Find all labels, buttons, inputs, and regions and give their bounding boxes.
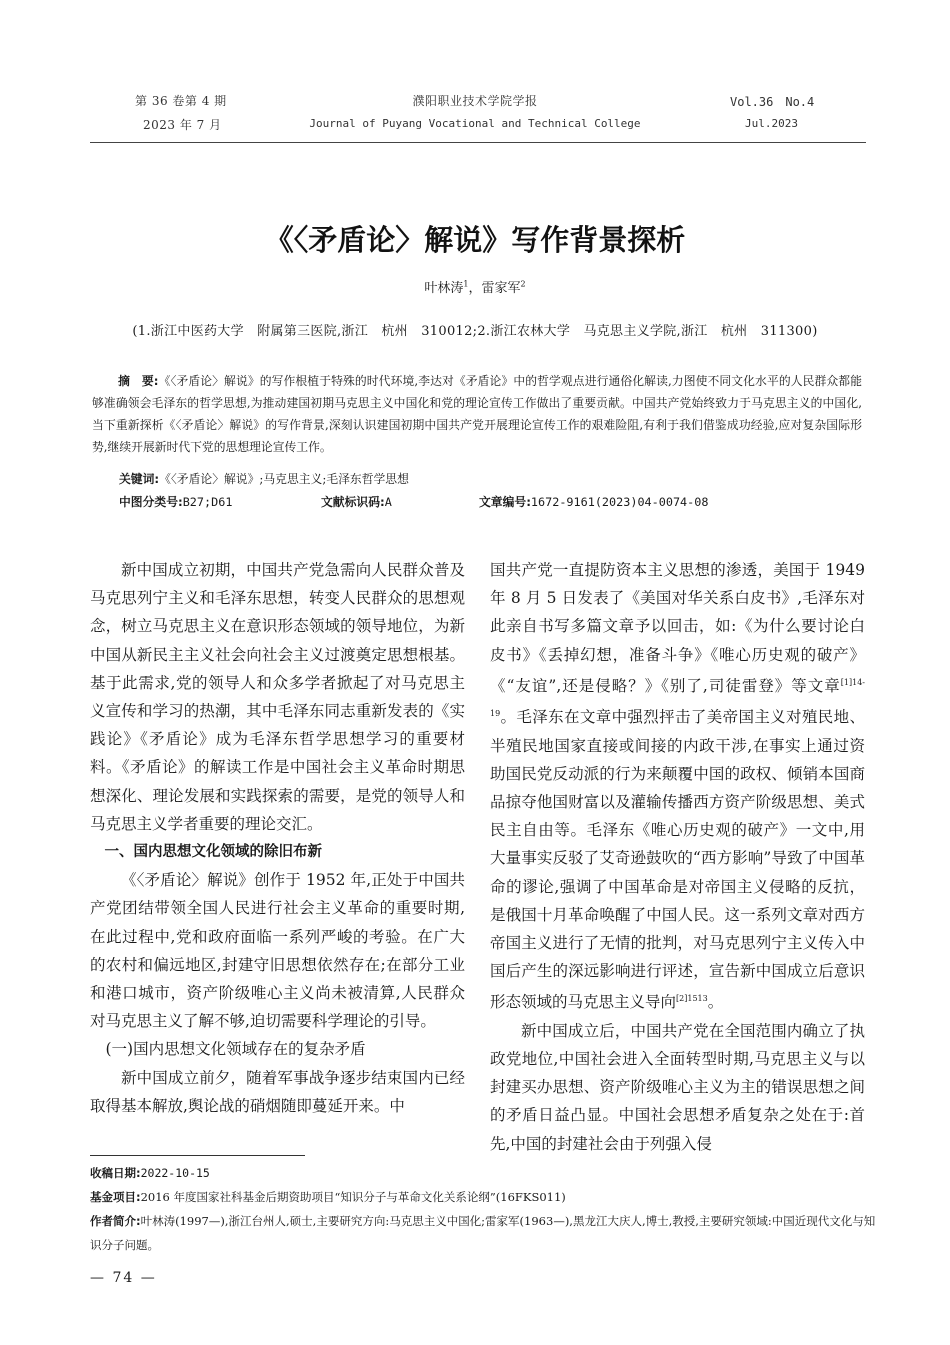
header-date-en: Jul.2023 [745, 117, 798, 130]
keywords-label: 关键词: [119, 472, 160, 486]
author-1-sup: 1 [463, 279, 469, 289]
received-date: 2022-10-15 [140, 1166, 210, 1180]
abstract-label: 摘 要: [118, 374, 159, 388]
abstract-text: 《〈矛盾论〉解说》的写作根植于特殊的时代环境,李达对《矛盾论》中的哲学观点进行通俗化解读,力图使不同文化水平的人民群众都能够准确领会毛泽东的哲学思想,为推动建国初期马克思主义中国化和党的理论宣传工作做出了重要贡献。中国共产党始终致力于马克思主义的中国化,当下重新探析《〈矛盾论〉解说》的写作背景,深刻认识建国初期中国共产党开展理论宣传工作的艰难险阻,有利于我们借鉴成功经验,应对复杂国际形势,继续开展新时代下党的思想理论宣传工作。 [92, 374, 862, 454]
author-separator: ， [468, 281, 482, 296]
body-right-column [490, 556, 865, 1158]
bio-label: 作者简介: [90, 1214, 141, 1228]
keywords-text: 《〈矛盾论〉解说》;马克思主义;毛泽东哲学思想 [159, 472, 409, 486]
paragraph-subsection1: 新中国成立前夕，随着军事战争逐步结束国内已经取得基本解放,舆论战的硝烟随即蔓延开来。中 [90, 1068, 465, 1115]
paragraph-continued-c: 。 [707, 993, 724, 1012]
footnote-rule [90, 1155, 305, 1156]
doc-value: A [384, 495, 392, 509]
fund-label: 基金项目: [90, 1190, 141, 1204]
paragraph-intro: 新中国成立初期，中国共产党急需向人民群众普及马克思列宁主义和毛泽东思想，转变人民群众的思想观念，树立马克思主义在意识形态领域的领导地位，为新中国从新民主主义社会向社会主义过渡奠定思想根基。基于此需求,党的领导人和众多学者掀起了对马克思主义宣传和学习的热潮，其中毛泽东同志重新发表的《实践论》《矛盾论》成为毛泽东哲学思想学习的重要材料。《矛盾论》的解读工作是中国社会主义革命时期思想深化、理论发展和实践探索的需要，是党的领导人和马克思主义学者重要的理论交汇。 [90, 561, 465, 833]
paragraph-continued [490, 556, 865, 1017]
author-2-sup: 2 [520, 279, 526, 289]
section-heading-1: 一、国内思想文化领域的除旧布新 [104, 844, 322, 861]
keywords [119, 470, 409, 487]
doc-label: 文献标识码: [321, 495, 385, 509]
bio-text: 叶林涛(1997—),浙江台州人,硕士,主要研究方向:马克思主义中国化;雷家军(1963—),黑龙江大庆人,博士,教授,主要研究领域:中国近现代文化与知识分子问题。 [90, 1214, 876, 1252]
header-volume-en: Vol.36 No.4 [730, 95, 815, 109]
footnote-received [90, 1161, 880, 1185]
article-title: 《〈矛盾论〉解说》写作背景探析 [264, 223, 686, 257]
header-journal-en: Journal of Puyang Vocational and Technical College [309, 117, 641, 130]
doc-code [321, 493, 392, 510]
page-number: — 74 — [90, 1270, 157, 1286]
article-number-label: 文章编号: [479, 495, 531, 509]
affiliation: (1.浙江中医药大学 附属第三医院,浙江 杭州 310012;2.浙江农林大学 马克思主义学院,浙江 杭州 311300) [132, 324, 818, 339]
paragraph-transition: 新中国成立后，中国共产党在全国范围内确立了执政党地位,中国社会进入全面转型时期,马克思主义与以封建买办思想、资产阶级唯心主义为主的错误思想之间的矛盾日益凸显。中国社会思想矛盾复杂之处在于:首先,中国的封建社会由于列强入侵 [490, 1021, 865, 1153]
header-date-cn: 2023 年 7 月 [143, 118, 222, 132]
citation-2: [2]1513 [676, 994, 708, 1004]
header-rule [90, 142, 866, 143]
paragraph-continued-a: 国共产党一直提防资本主义思想的渗透，美国于 1949 年 8 月 5 日发表了《美国对华关系白皮书》,毛泽东对此亲自书写多篇文章予以回击，如:《为什么要讨论白皮书》《丢掉幻想，准备斗争》《唯心历史观的破产》《“友谊”,还是侵略？》《别了,司徒雷登》等文章 [490, 561, 865, 695]
clc-value: B27;D61 [182, 495, 233, 509]
clc-code [119, 493, 232, 510]
author-1: 叶林涛 [424, 281, 464, 296]
received-label: 收稿日期: [90, 1166, 141, 1180]
header-volume-issue: 第 36 卷第 4 期 [135, 94, 227, 108]
footnote-fund [90, 1185, 880, 1209]
abstract [92, 370, 862, 458]
subsection-heading-1: (一)国内思想文化领域存在的复杂矛盾 [105, 1040, 366, 1059]
clc-label: 中图分类号: [119, 495, 183, 509]
citation-1: [1]14-19 [490, 677, 865, 719]
body-left-column [90, 556, 465, 1120]
author-2: 雷家军 [481, 281, 521, 296]
paragraph-section1: 《〈矛盾论〉解说》创作于 1952 年,正处于中国共产党团结带领全国人民进行社会主义革命的重要时期,在此过程中,党和政府面临一系列严峻的考验。在广大的农村和偏远地区,封建守旧思想依然存在;在部分工业和港口城市，资产阶级唯心主义尚未被清算,人民群众对马克思主义了解不够,迫切需要科学理论的引导。 [90, 871, 465, 1031]
header-journal-cn: 濮阳职业技术学院学报 [412, 94, 538, 108]
article-number [479, 493, 708, 510]
footnote-bio [90, 1209, 880, 1257]
fund-text: 2016 年度国家社科基金后期资助项目“知识分子与革命文化关系论纲”(16FKS011) [140, 1190, 566, 1204]
author-line [0, 277, 950, 296]
paragraph-continued-b: 。毛泽东在文章中强烈抨击了美帝国主义对殖民地、半殖民地国家直接或间接的内政干涉,在事实上通过资助国民党反动派的行为来颠覆中国的政权、倾销本国商品掠夺他国财富以及灌输传播西方资产阶级思想、美式民主自由等。毛泽东《唯心历史观的破产》一文中,用大量事实反驳了艾奇逊鼓吹的“西方影响”导致了中国革命的谬论,强调了中国革命是对帝国主义侵略的反抗，是俄国十月革命唤醒了中国人民。这一系列文章对西方帝国主义进行了无情的批判，对马克思列宁主义传入中国后产生的深远影响进行评述，宣告新中国成立后意识形态领域的马克思主义导向 [490, 708, 865, 1012]
article-number-value: 1672-9161(2023)04-0074-08 [530, 495, 709, 509]
